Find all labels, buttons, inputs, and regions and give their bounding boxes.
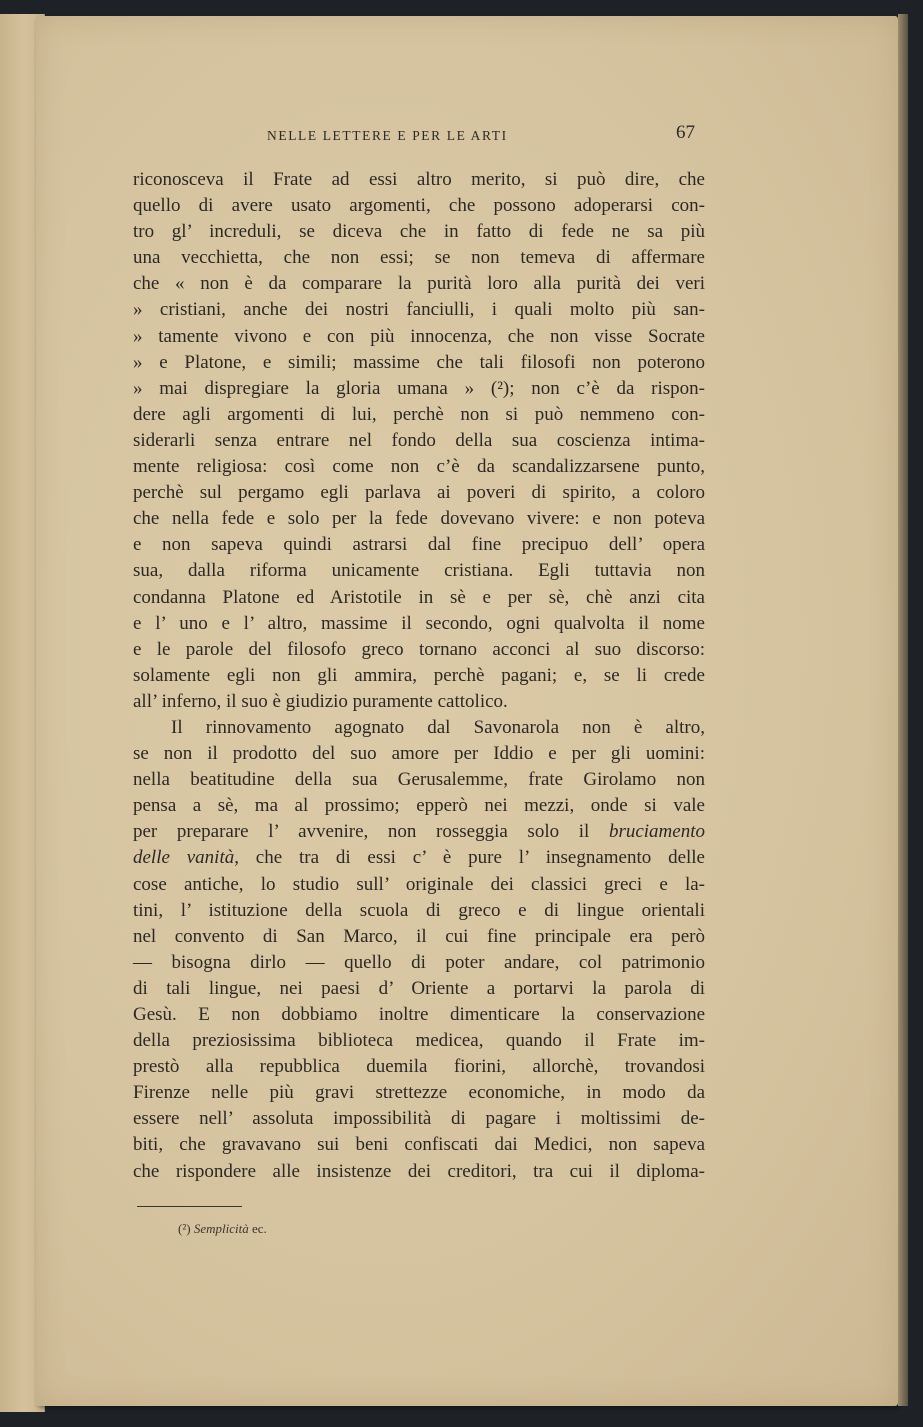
footnote-divider	[137, 1206, 242, 1207]
page-number: 67	[676, 122, 695, 143]
italic-phrase: delle vanità	[133, 847, 235, 869]
text-line: Firenze nelle più gravi strettezze economiche, in modo da	[133, 1082, 705, 1104]
text-line: quello di avere usato argomenti, che possono adoperarsi con-	[133, 195, 705, 217]
text-line-with-italic	[133, 845, 705, 871]
text-line: siderarli senza entrare nel fondo della sua coscienza intima-	[133, 429, 705, 451]
text-line: tini, l’ istituzione della scuola di greco e di lingue orientali	[133, 899, 705, 921]
paragraph-end-line: all’ inferno, il suo è giudizio puramente cattolico.	[133, 690, 508, 712]
text-line: cose antiche, lo studio sull’ originale dei classici greci e la-	[133, 873, 705, 895]
text-segment: , che tra di essi c’ è pure l’ insegnamento delle	[234, 847, 705, 869]
text-line: se non il prodotto del suo amore per Iddio e per gli uomini:	[133, 743, 705, 765]
text-line: pensa a sè, ma al prossimo; epperò nei mezzi, onde si vale	[133, 795, 705, 817]
text-line: e le parole del filosofo greco tornano acconci al suo discorso:	[133, 638, 705, 660]
text-line: condanna Platone ed Aristotile in sè e per sè, chè anzi cita	[133, 586, 705, 608]
body-text	[133, 167, 705, 1185]
paragraph-start-line: Il rinnovamento agognato dal Savonarola non è altro,	[171, 716, 705, 738]
text-line: che rispondere alle insistenze dei creditori, tra cui il diploma-	[133, 1160, 705, 1182]
footnote-title: Semplicità	[193, 1221, 249, 1236]
text-line: sua, dalla riforma unicamente cristiana. Egli tuttavia non	[133, 560, 705, 582]
text-line: nel convento di San Marco, il cui fine principale era però	[133, 925, 705, 947]
italic-phrase: bruciamento	[608, 821, 705, 843]
text-line: e l’ uno e l’ altro, massime il secondo, ogni qualvolta il nome	[133, 612, 705, 634]
text-line: tro gl’ increduli, se diceva che in fatto di fede ne sa più	[133, 221, 705, 243]
text-line: perchè sul pergamo egli parlava ai poveri di spirito, a coloro	[133, 482, 705, 504]
text-line-with-italic	[133, 819, 705, 845]
text-line: » e Platone, e simili; massime che tali filosofi non poterono	[133, 351, 705, 373]
text-line: di tali lingue, nei paesi d’ Oriente a portarvi la parola di	[133, 977, 705, 999]
text-line: biti, che gravavano sui beni confiscati dai Medici, non sapeva	[133, 1134, 705, 1156]
text-line: nella beatitudine della sua Gerusalemme, frate Girolamo non	[133, 769, 705, 791]
text-line: solamente egli non gli ammira, perchè pagani; e, se li crede	[133, 664, 705, 686]
text-line: essere nell’ assoluta impossibilità di pagare i moltissimi de-	[133, 1108, 705, 1130]
text-line: » cristiani, anche dei nostri fanciulli, i quali molto più san-	[133, 299, 705, 321]
running-header: NELLE LETTERE E PER LE ARTI	[267, 128, 508, 143]
text-line: dere agli argomenti di lui, perchè non si può nemmeno con-	[133, 403, 705, 425]
text-line: che « non è da comparare la purità loro alla purità dei veri	[133, 273, 705, 295]
text-line: » mai dispregiare la gloria umana » (²); non c’è da rispon-	[133, 377, 705, 399]
text-line: mente religiosa: così come non c’è da scandalizzarsene punto,	[133, 456, 705, 478]
text-line: — bisogna dirlo — quello di poter andare, col patrimonio	[133, 951, 705, 973]
page-stack-edge	[898, 14, 908, 1406]
text-line: Gesù. E non dobbiamo inoltre dimenticare la conservazione	[133, 1004, 705, 1025]
footnote-marker: (²)	[178, 1221, 191, 1236]
text-line: della preziosissima biblioteca medicea, quando il Frate im-	[133, 1030, 705, 1052]
text-line: » tamente vivono e con più innocenza, che non visse Socrate	[133, 325, 705, 347]
footnote	[178, 1221, 267, 1237]
text-line: che nella fede e solo per la fede dovevano vivere: e non poteva	[133, 508, 705, 530]
text-line: e non sapeva quindi astrarsi dal fine precipuo dell’ opera	[133, 534, 705, 556]
text-line: prestò alla repubblica duemila fiorini, allorchè, trovandosi	[133, 1056, 705, 1078]
text-line: una vecchietta, che non essi; se non temeva di affermare	[133, 247, 705, 269]
footnote-text: ec.	[248, 1221, 267, 1236]
text-segment: per preparare l’ avvenire, non rosseggia solo il	[133, 821, 609, 843]
text-line: riconosceva il Frate ad essi altro merito, si può dire, che	[133, 169, 705, 190]
